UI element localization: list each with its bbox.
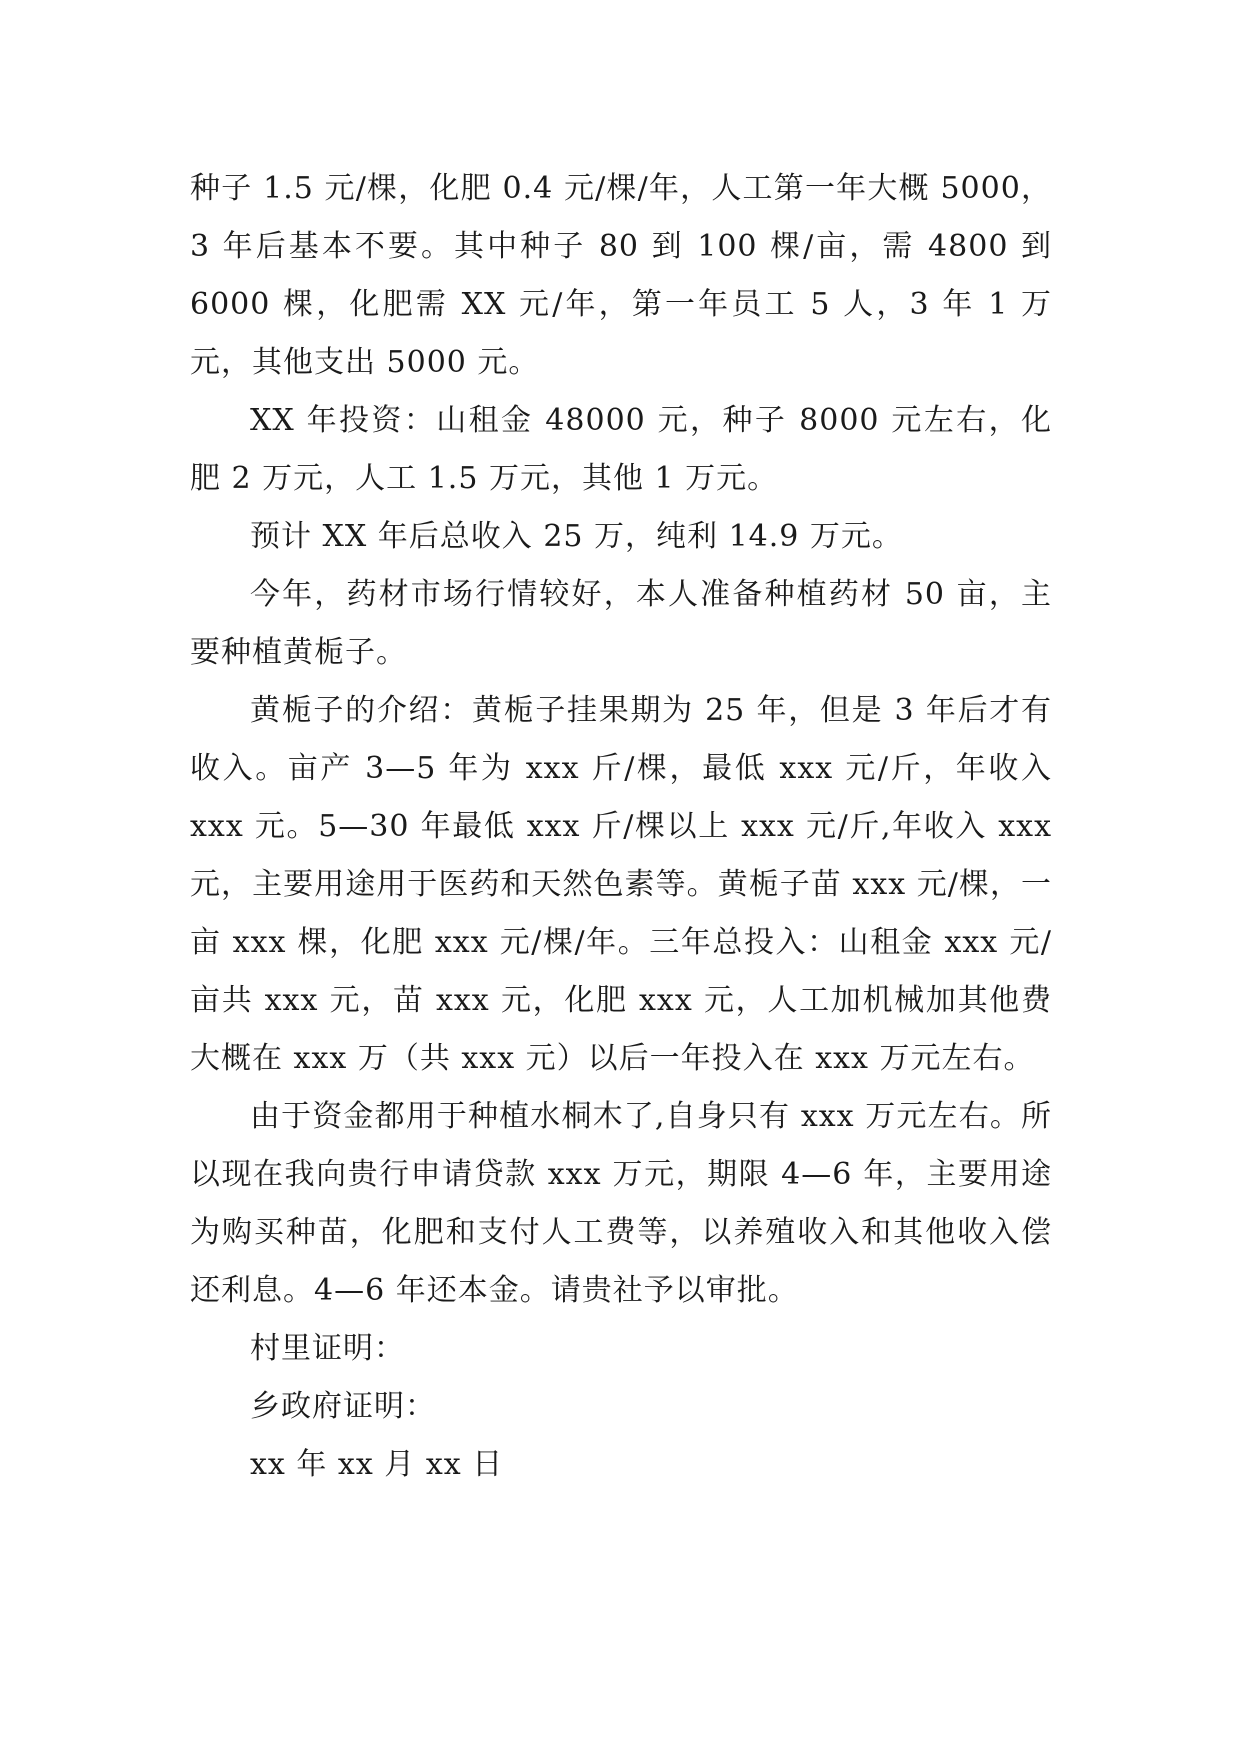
paragraph-gardenia-intro: 黄栀子的介绍：黄栀子挂果期为 25 年，但是 3 年后才有收入。亩产 3—5 年为 xxx 斤/棵，最低 xxx 元/斤，年收入 xxx 元。5—30 年最低 xxx 斤/棵以上 xxx 元/斤,年收入 xxx 元，主要用途用于医药和天然色素等。黄栀子苗 xxx 元/棵，一亩 xxx 棵，化肥 xxx 元/棵/年。三年总投入：山租金 xxx 元/亩共 xxx 元，苗 xxx 元，化肥 xxx 元，人工加机械加其他费大概在 xxx 万（共 xxx 元）以后一年投入在 xxx 万元左右。 bbox=[190, 693, 1052, 1076]
paragraph-loan-request: 由于资金都用于种植水桐木了,自身只有 xxx 万元左右。所以现在我向贵行申请贷款 xxx 万元，期限 4—6 年，主要用途为购买种苗，化肥和支付人工费等，以养殖收入和其他收入偿还利息。4—6 年还本金。请贵社予以审批。 bbox=[190, 1099, 1052, 1308]
township-certification-label: 乡政府证明： bbox=[250, 1389, 436, 1424]
paragraph-expected-income: 预计 XX 年后总收入 25 万，纯利 14.9 万元。 bbox=[250, 519, 903, 554]
date-line: xx 年 xx 月 xx 日 bbox=[250, 1447, 504, 1482]
paragraph-cost-breakdown: 种子 1.5 元/棵，化肥 0.4 元/棵/年，人工第一年大概 5000，3 年后基本不要。其中种子 80 到 100 棵/亩，需 4800 到 6000 棵，化肥需 XX 元/年，第一年员工 5 人，3 年 1 万元，其他支出 5000 元。 bbox=[190, 171, 1052, 380]
paragraph-plan: 今年，药材市场行情较好，本人准备种植药材 50 亩，主要种植黄栀子。 bbox=[190, 577, 1052, 670]
paragraph-investment: XX 年投资：山租金 48000 元，种子 8000 元左右，化肥 2 万元，人工 1.5 万元，其他 1 万元。 bbox=[190, 403, 1052, 496]
village-certification-label: 村里证明： bbox=[250, 1331, 405, 1366]
document-body bbox=[190, 160, 1052, 1494]
